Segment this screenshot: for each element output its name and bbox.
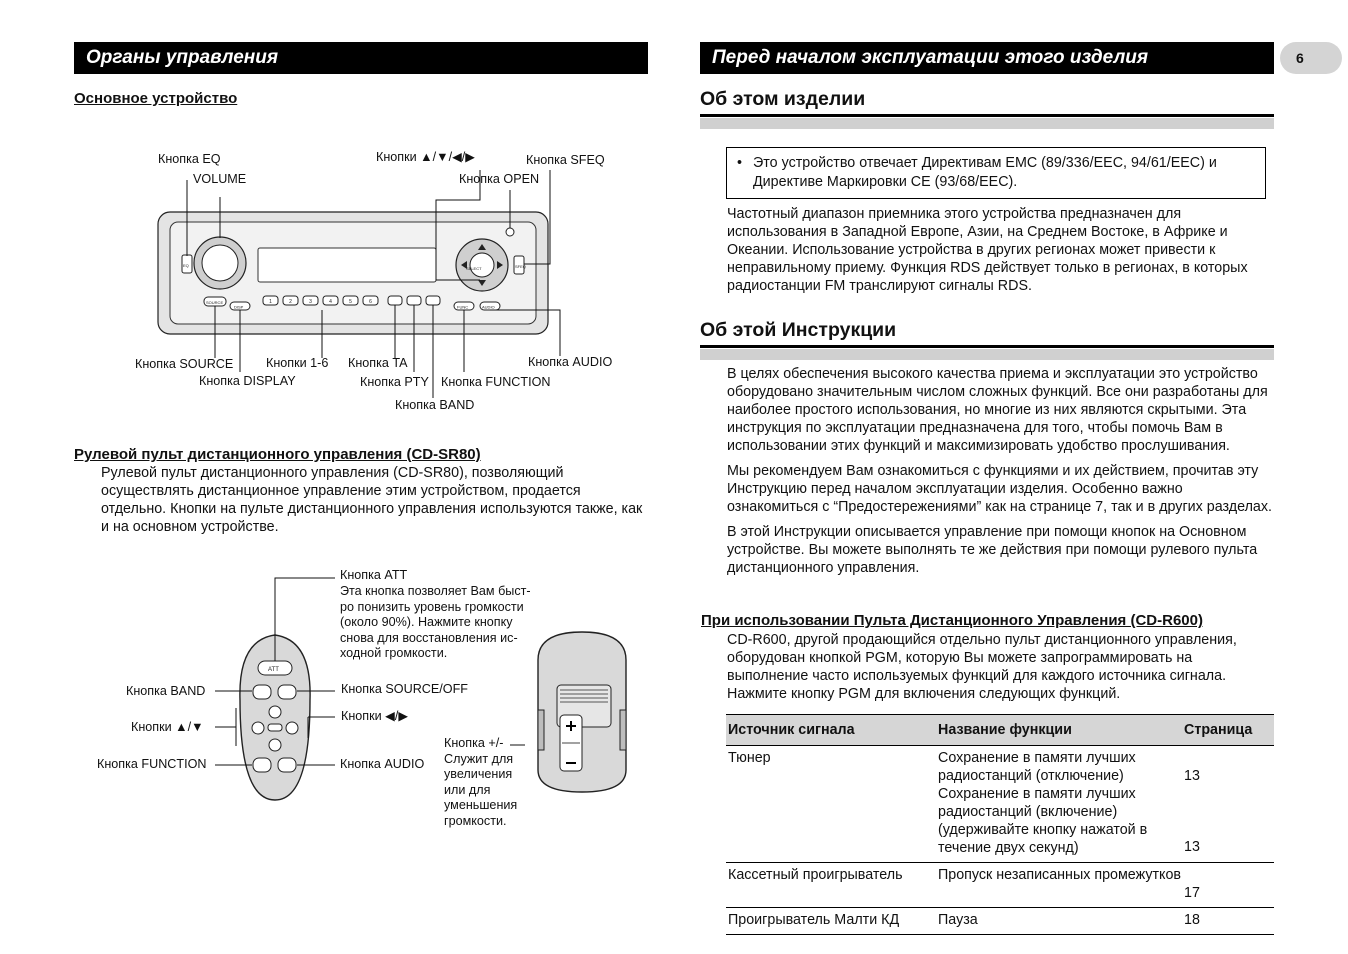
panel-preset-4: 4 <box>329 299 332 305</box>
label-remote-leftright: Кнопки ◀/▶ <box>341 709 409 723</box>
label-pty: Кнопка PTY <box>360 375 429 389</box>
remote-att-text: ATT <box>268 667 279 673</box>
label-function: Кнопка FUNCTION <box>441 375 551 389</box>
about-product-rule <box>700 114 1274 117</box>
about-manual-paragraph-2: Мы рекомендуем Вам ознакомиться с функциями и их действием, прочитав эту Инструкцию перед началом эксплуатации изделия. Особенно важно ознакомиться с “Предостережениями” как на странице 7, так и в других разделах. <box>727 463 1272 515</box>
label-remote-function: Кнопка FUNCTION <box>97 757 207 771</box>
plusminus-line-1: Кнопка +/- <box>444 736 504 750</box>
table-header-row <box>726 715 1274 746</box>
panel-preset-5: 5 <box>349 299 352 305</box>
label-source: Кнопка SOURCE <box>135 357 234 371</box>
about-product-paragraph: Частотный диапазон приемника этого устройства предназначен для использования в Западной Европе, Азии, на Среднем Востоке, в Африке и Океании. Использование устройства в других регионах может привести к неправильному приему. Функция RDS действует только в регионах, в которых радиостанции FM транслируют сигналы RDS. <box>727 206 1248 294</box>
about-manual-paragraph-3: В этой Инструкции описывается управление при помощи кнопок на Основном устройстве. Вы можете выполнять те же действия при помощи рулевого пульта дистанционного управления. <box>727 524 1258 576</box>
right-banner-title: Перед началом эксплуатации этого изделия <box>712 47 1149 68</box>
left-section-banner <box>74 42 648 74</box>
label-band: Кнопка BAND <box>395 398 475 412</box>
panel-eq-text: EQ <box>183 263 189 268</box>
panel-preset-1: 1 <box>269 299 272 305</box>
label-open: Кнопка OPEN <box>459 172 540 186</box>
table-row <box>726 908 1274 935</box>
about-manual-body <box>727 365 1275 584</box>
r600-heading: При использовании Пульта Дистанционного Управления (CD-R600) <box>701 612 1203 629</box>
bullet-marker: • <box>737 155 743 171</box>
label-remote-source-off: Кнопка SOURCE/OFF <box>341 682 468 696</box>
label-eq: Кнопка EQ <box>158 152 221 166</box>
page-ref: 13 <box>1184 768 1200 784</box>
table-header-page: Страница <box>1182 715 1274 746</box>
table-cell-page: 18 <box>1182 908 1274 935</box>
table-cell-function: Пропуск незаписанных промежутков <box>936 863 1182 908</box>
table-cell-source: Кассетный проигрыватель <box>726 863 936 908</box>
about-product-heading: Об этом изделии <box>700 88 866 110</box>
panel-disp-text: DISP <box>234 304 244 310</box>
table-cell-function <box>936 746 1182 863</box>
label-sfeq: Кнопка SFEQ <box>526 153 605 167</box>
main-unit-diagram <box>130 140 630 420</box>
table-header-function: Название функции <box>936 715 1182 746</box>
panel-preset-6: 6 <box>369 299 372 305</box>
label-att-title: Кнопка ATT <box>340 568 408 582</box>
label-remote-updown: Кнопки ▲/▼ <box>131 720 204 734</box>
panel-sfeq-text: SFEQ <box>515 264 526 269</box>
page-ref: 13 <box>1184 839 1200 855</box>
label-audio: Кнопка AUDIO <box>528 355 613 369</box>
panel-preset-3: 3 <box>309 299 312 305</box>
right-section-banner <box>700 42 1274 74</box>
label-remote-band: Кнопка BAND <box>126 684 206 698</box>
about-product-rule-light <box>700 118 1274 129</box>
table-row <box>726 746 1274 863</box>
att-desc-line-1: Эта кнопка позволяет Вам быст- <box>340 584 531 598</box>
page-number: 6 <box>1296 50 1304 66</box>
plusminus-line-2: Служит для <box>444 751 514 766</box>
about-manual-rule-light <box>700 349 1274 360</box>
table-cell-source: Тюнер <box>726 746 936 863</box>
about-manual-rule <box>700 345 1274 348</box>
label-ta: Кнопка TA <box>348 356 408 370</box>
pgm-function-table <box>726 714 1274 935</box>
compliance-note-box <box>726 147 1266 199</box>
left-banner-title: Органы управления <box>86 47 279 68</box>
remote-heading: Рулевой пульт дистанционного управления (CD-SR80) <box>74 446 481 463</box>
panel-source-text: SOURCE <box>206 300 224 305</box>
table-cell-page <box>1182 863 1274 908</box>
function-text: Сохранение в памяти лучших радиостанций (отключение) <box>938 750 1136 784</box>
label-plusminus <box>444 736 517 829</box>
label-display: Кнопка DISPLAY <box>199 374 296 388</box>
table-cell-source: Проигрыватель Малти КД <box>726 908 936 935</box>
page-ref: 17 <box>1184 885 1200 901</box>
about-manual-paragraph-1: В целях обеспечения высокого качества приема и эксплуатации это устройство оборудовано значительным числом сложных функций. Все они разработаны для наиболее простого использования, но многие из них являются скрытыми. Эта инструкция по эксплуатации предназначена для того, чтобы помочь Вам в использовании этих функций и максимизировать удобство прослушивания. <box>727 366 1268 454</box>
table-row <box>726 863 1274 908</box>
label-remote-audio: Кнопка AUDIO <box>340 757 425 771</box>
plusminus-line-6: громкости. <box>444 813 507 828</box>
remote-diagram <box>90 560 650 840</box>
att-desc-line-2: ро понизить уровень громкости <box>340 599 524 614</box>
plusminus-line-5: уменьшения <box>444 798 518 812</box>
compliance-note: Это устройство отвечает Директивам EMC (89/336/EEC, 94/61/EEC) и Директиве Маркировки CE (93/68/EEC). <box>753 155 1217 190</box>
r600-text: CD-R600, другой продающийся отдельно пульт дистанционного управления, оборудован кнопкой PGM, которую Вы можете запрограммировать на выполнение часто используемых функций для каждого источника сигнала. Нажмите кнопку PGM для включения следующих функций. <box>727 632 1237 702</box>
main-unit-heading: Основное устройство <box>74 90 238 107</box>
label-att-desc <box>340 584 531 662</box>
label-presets: Кнопки 1-6 <box>266 356 329 370</box>
panel-preset-2: 2 <box>289 299 292 305</box>
att-desc-line-5: ходной громкости. <box>340 646 448 660</box>
table-header-source: Источник сигнала <box>726 715 936 746</box>
table-cell-function: Пауза <box>936 908 1182 935</box>
label-arrows: Кнопки ▲/▼/◀/▶ <box>376 150 475 164</box>
att-desc-line-3: (около 90%). Нажмите кнопку <box>340 615 513 629</box>
panel-select-text: SELECT <box>466 266 482 271</box>
table-cell-page <box>1182 746 1274 863</box>
page-number-tab <box>1280 42 1342 74</box>
remote-text: Рулевой пульт дистанционного управления (CD-SR80), позволяющий осуществлять дистанционное управление этим устройством, продается отдельно. Кнопки на пульте дистанционного управления используются также, как и на основном устройстве. <box>101 465 643 535</box>
plusminus-line-4: или для <box>444 782 491 797</box>
panel-audio-text: AUDIO <box>482 304 495 310</box>
about-manual-heading: Об этой Инструкции <box>700 319 897 341</box>
plusminus-line-3: увеличения <box>444 767 513 781</box>
label-volume: VOLUME <box>193 172 247 186</box>
function-text: Сохранение в памяти лучших радиостанций (включение) (удерживайте кнопку нажатой в течение двух секунд) <box>938 786 1148 856</box>
att-desc-line-4: снова для восстановления ис- <box>340 630 518 645</box>
panel-func-text: FUNC <box>457 304 469 310</box>
